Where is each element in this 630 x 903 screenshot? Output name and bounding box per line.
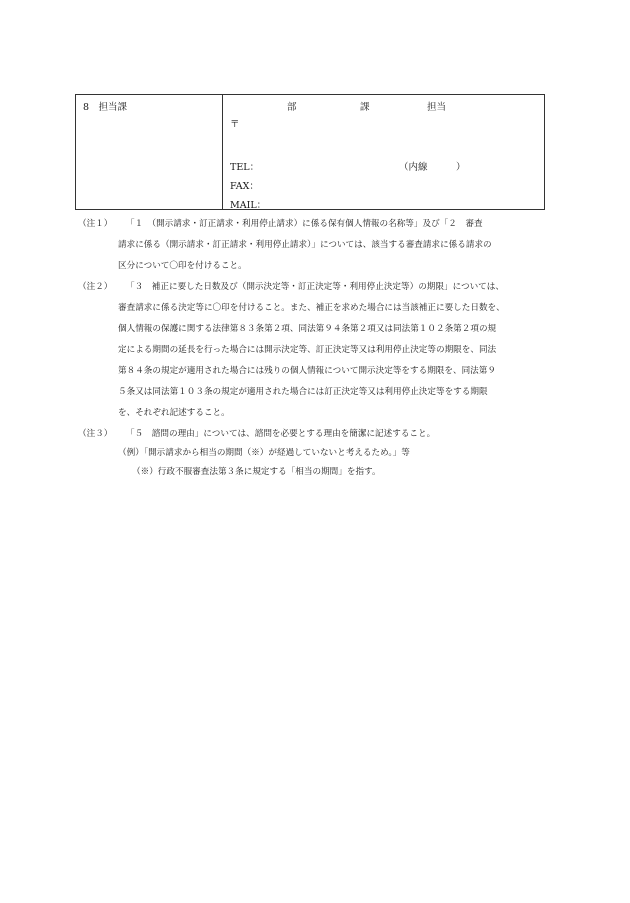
note2-line: 個人情報の保護に関する法律第８３条第２項、同法第９４条第２項又は同法第１０２条第２項の規 bbox=[118, 324, 497, 334]
note3-footnote: （※）行政不服審査法第３条に規定する「相当の期間」を指す。 bbox=[132, 467, 381, 477]
note3-example: （例）「開示請求から相当の期間（※）が経過していないと考えるため。」等 bbox=[118, 448, 410, 458]
note3-marker: （注３） bbox=[78, 429, 113, 439]
note3-line: 「５ 諮問の理由」については、諮問を必要とする理由を簡潔に記述すること。 bbox=[126, 429, 436, 439]
note2-line: 定による期間の延長を行った場合には開示決定等、訂正決定等又は利用停止決定等の期限を、同法 bbox=[118, 345, 497, 355]
fax-label: FAX： bbox=[230, 181, 259, 192]
note2-marker: （注２） bbox=[78, 282, 113, 292]
tel-label: TEL： bbox=[230, 162, 260, 173]
section-label: 8 担当課 bbox=[83, 102, 128, 113]
note1-line: 区分について〇印を付けること。 bbox=[118, 261, 247, 271]
section-ka-label: 課 bbox=[360, 102, 370, 113]
label-cell bbox=[76, 95, 223, 209]
note2-line: 第８４条の規定が適用された場合には残りの個人情報について開示決定等をする期限を、同法第９ bbox=[118, 366, 496, 376]
note2-line: 審査請求に係る決定等に〇印を付けること。また、補正を求めた場合には当該補正に要した日数を、 bbox=[118, 303, 505, 313]
note1-marker: （注１） bbox=[78, 219, 113, 229]
mail-label: MAIL： bbox=[230, 200, 267, 211]
note1-line: 「１ （開示請求・訂正請求・利用停止請求）に係る保有個人情報の名称等」及び「２ 審査 bbox=[126, 219, 483, 229]
note2-line: 「３ 補正に要した日数及び（開示決定等・訂正決定等・利用停止決定等）の期限」については、 bbox=[126, 282, 504, 292]
note1-line: 請求に係る（開示請求・訂正請求・利用停止請求）」については、該当する審査請求に係る請求の bbox=[118, 240, 492, 250]
dept-label: 部 bbox=[287, 102, 297, 113]
note2-line: を、それぞれ記述すること。 bbox=[118, 408, 230, 418]
contact-table bbox=[75, 94, 545, 210]
extension-label: （内線 ） bbox=[399, 162, 466, 173]
postal-mark: 〒 bbox=[230, 119, 240, 130]
note2-line: ５条又は同法第１０３条の規定が適用された場合には訂正決定等又は利用停止決定等をする期限 bbox=[118, 387, 488, 397]
contact-details-cell bbox=[223, 95, 544, 209]
person-label: 担当 bbox=[427, 102, 447, 113]
